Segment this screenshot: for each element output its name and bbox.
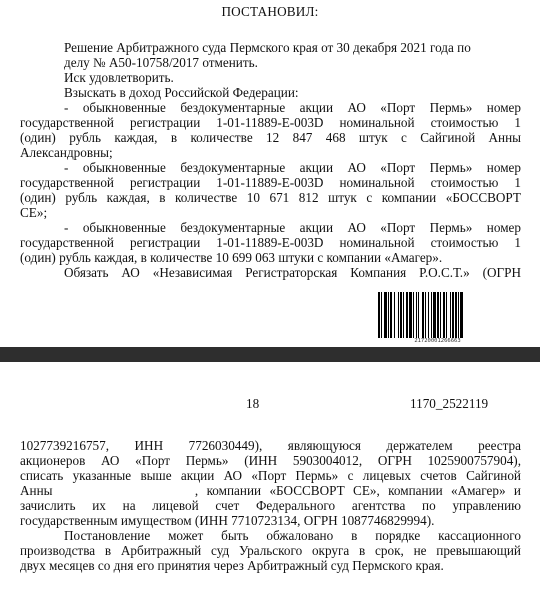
- paragraph-line: Постановление может быть обжаловано в порядке кассационного: [64, 528, 521, 543]
- paragraph-line: Взыскать в доход Российской Федерации:: [64, 85, 299, 100]
- paragraph-line: двух месяцев со дня его принятия через Арбитражный суд Пермского края.: [20, 558, 444, 573]
- paragraph-line: (один) рубль каждая, в количестве 10 671 812 штук с компании «БОССВОРТ: [20, 190, 521, 205]
- paragraph-line: государственной регистрации 1-01-11889-Е-003D номинальной стоимостью 1: [20, 115, 521, 130]
- paragraph-line: акционеров АО «Порт Пермь» (ИНН 5903004012, ОГРН 1025900757904),: [20, 453, 521, 468]
- paragraph-line: государственной регистрации 1-01-11889-Е-003D номинальной стоимостью 1: [20, 175, 521, 190]
- barcode-number: 21720001266663: [414, 338, 461, 344]
- paragraph-line: государственной регистрации 1-01-11889-Е-003D номинальной стоимостью 1: [20, 235, 521, 250]
- document-id: 1170_2522119: [410, 396, 489, 411]
- paragraph-line: 1027739216757, ИНН 7726030449), являющуюся держателем реестра: [20, 438, 521, 453]
- paragraph-line: Обязать АО «Независимая Регистраторская Компания Р.О.С.Т.» (ОГРН: [64, 265, 521, 280]
- paragraph-line: списать указанные выше акции АО «Порт Пермь» с лицевых счетов Сайгиной: [20, 468, 521, 483]
- paragraph-line: - обыкновенные бездокументарные акции АО «Порт Пермь» номер: [64, 220, 521, 235]
- paragraph-line: - обыкновенные бездокументарные акции АО «Порт Пермь» номер: [64, 100, 521, 115]
- paragraph-line: (один) рубль каждая, в количестве 10 699 063 штуки с компании «Амагер».: [20, 250, 443, 265]
- paragraph-line: Анны , компании «БОССВОРТ СЕ», компании «Амагер» и: [20, 483, 521, 498]
- paragraph-line: Решение Арбитражного суда Пермского края от 30 декабря 2021 года по: [64, 40, 471, 55]
- paragraph-line: Иск удовлетворить.: [64, 70, 174, 85]
- paragraph-line: - обыкновенные бездокументарные акции АО «Порт Пермь» номер: [64, 160, 521, 175]
- paragraph-line: (один) рубль каждая, в количестве 12 847 468 штук с Сайгиной Анны: [20, 130, 521, 145]
- paragraph-line: СЕ»;: [20, 205, 48, 220]
- page-number: 18: [246, 396, 260, 411]
- paragraph-line: государственным имуществом (ИНН 7710723134, ОГРН 1087746829994).: [20, 513, 435, 528]
- paragraph-line: производства в Арбитражный суд Уральского округа в срок, не превышающий: [20, 543, 521, 558]
- paragraph-line: делу № А50-10758/2017 отменить.: [64, 55, 258, 70]
- paragraph-line: Александровны;: [20, 145, 113, 160]
- document-page-2: [0, 362, 540, 593]
- page-separator: [0, 347, 540, 362]
- paragraph-line: зачислить их на лицевой счет Федерального агентства по управлению: [20, 498, 521, 513]
- document-heading: ПОСТАНОВИЛ:: [221, 4, 319, 19]
- barcode-image: [377, 292, 498, 338]
